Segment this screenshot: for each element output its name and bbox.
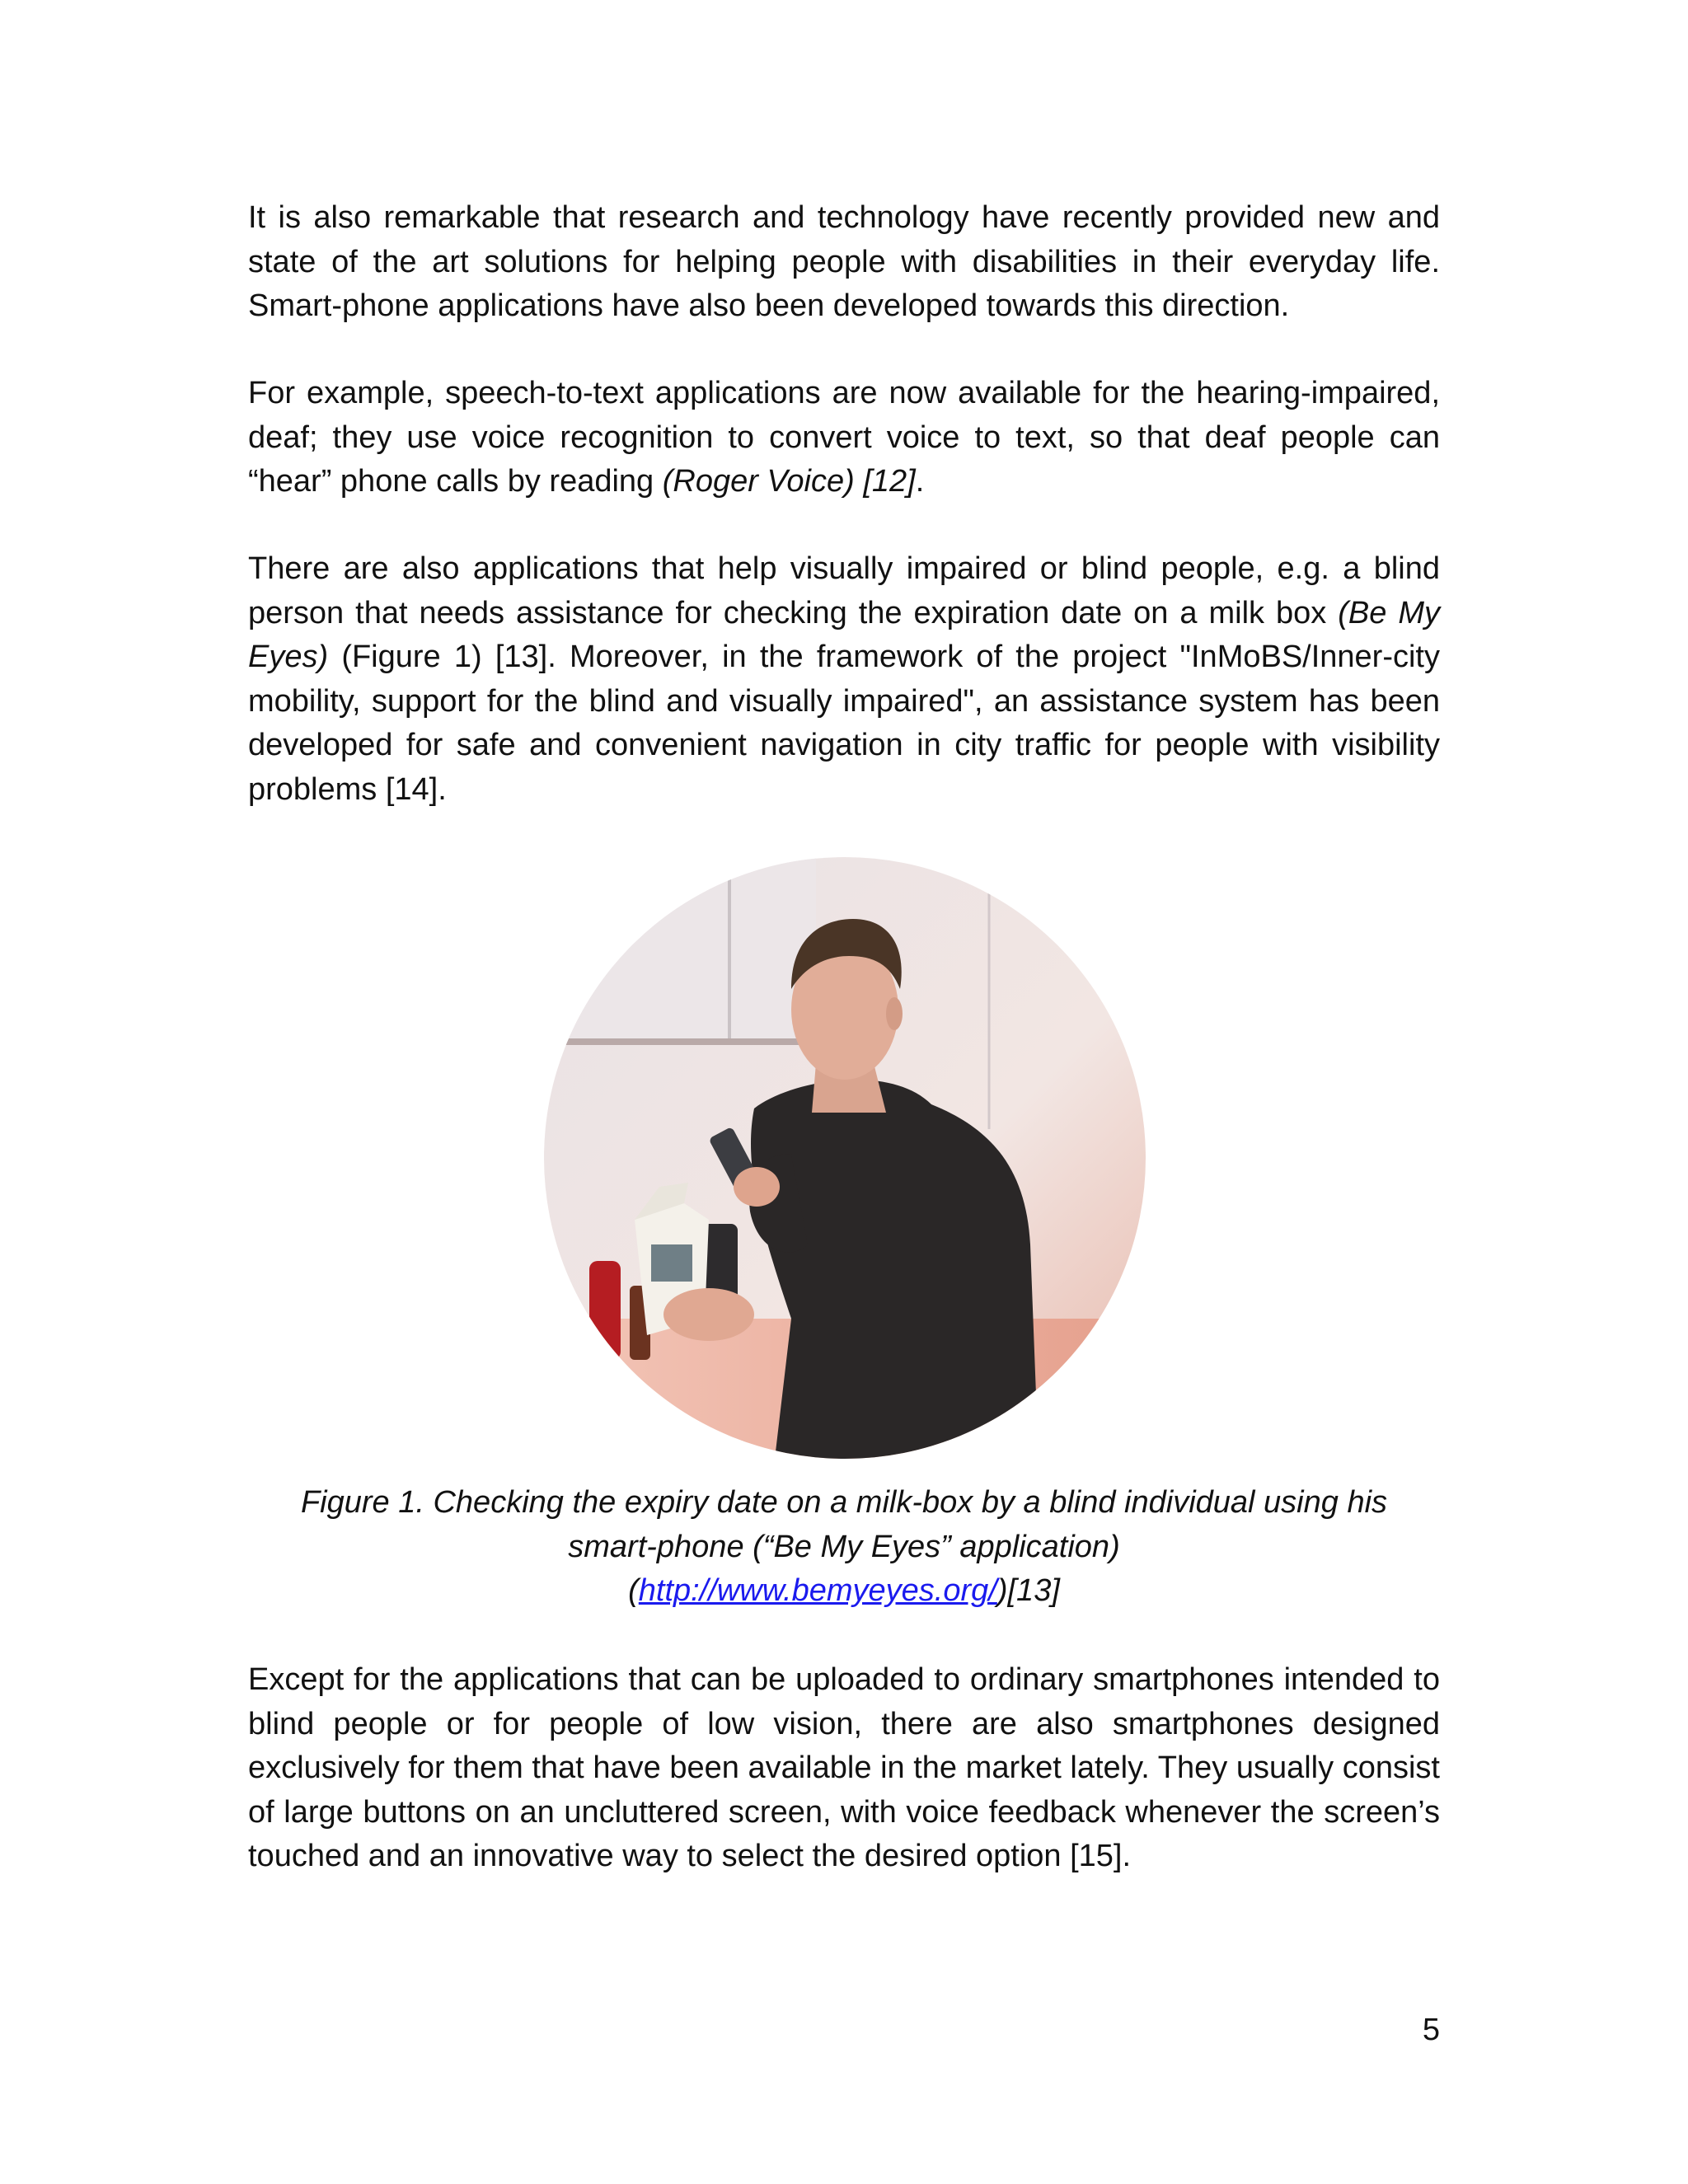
caption-line-2: smart-phone (“Be My Eyes” application) (568, 1529, 1120, 1564)
caption-line-1: Figure 1. Checking the expiry date on a milk-box by a blind individual using his (300, 1485, 1388, 1520)
figure-1-caption (248, 1481, 1440, 1614)
hands-holding-carton (663, 1288, 754, 1341)
upper-cabinet (544, 857, 816, 1038)
citation-roger-voice: (Roger Voice) [12] (662, 464, 916, 499)
cabinet-bottom (544, 1038, 816, 1045)
paragraph-text: There are also applications that help visually impaired or blind people, e.g. a blind person that needs assistance for checking the expiration date on a milk box (248, 551, 1440, 630)
paragraph-visually-impaired (248, 547, 1440, 812)
red-bottle (589, 1261, 621, 1360)
figure-1-photo (544, 857, 1146, 1459)
caption-paren-open: ( (628, 1573, 639, 1608)
page-number: 5 (1422, 2013, 1440, 2047)
man-with-phone-illustration (544, 857, 1146, 1459)
ear (886, 997, 903, 1030)
paragraph-text: (Figure 1) [13]. Moreover, in the framework of the project "InMoBS/Inner-city mobility, support for the blind and visually impaired", an assistance system has been developed for safe and convenient navigation in city traffic for people with visibility problems [14]. (248, 640, 1440, 807)
paragraph-smartphones: Except for the applications that can be uploaded to ordinary smartphones intended to blind people or for people of low vision, there are also smartphones designed exclusively for them that have been available in the market lately. They usually consist of large buttons on an uncluttered screen, with voice feedback whenever the screen’s touched and an innovative way to select the desired option [15]. (248, 1662, 1440, 1873)
bemyeyes-link[interactable]: http://www.bemyeyes.org/ (638, 1573, 997, 1608)
citation-be-my-eyes: (Be My Eyes) (248, 595, 1440, 674)
hand-holding-phone (734, 1167, 780, 1207)
paragraph-speech-to-text (248, 372, 1440, 504)
caption-citation: )[13] (996, 1573, 1060, 1608)
paragraph-intro: It is also remarkable that research and technology have recently provided new and state of the art solutions for helping people with disabilities in their everyday life. Smart-phone applications have also been developed towards this direction. (248, 200, 1440, 323)
paragraph-text: . (915, 464, 925, 499)
paragraph-text: For example, speech-to-text applications are now available for the hearing-impaired, deaf; they use voice recognition to convert voice to text, so that deaf people can “hear” phone calls by reading (248, 376, 1440, 499)
carton-label (651, 1244, 692, 1282)
